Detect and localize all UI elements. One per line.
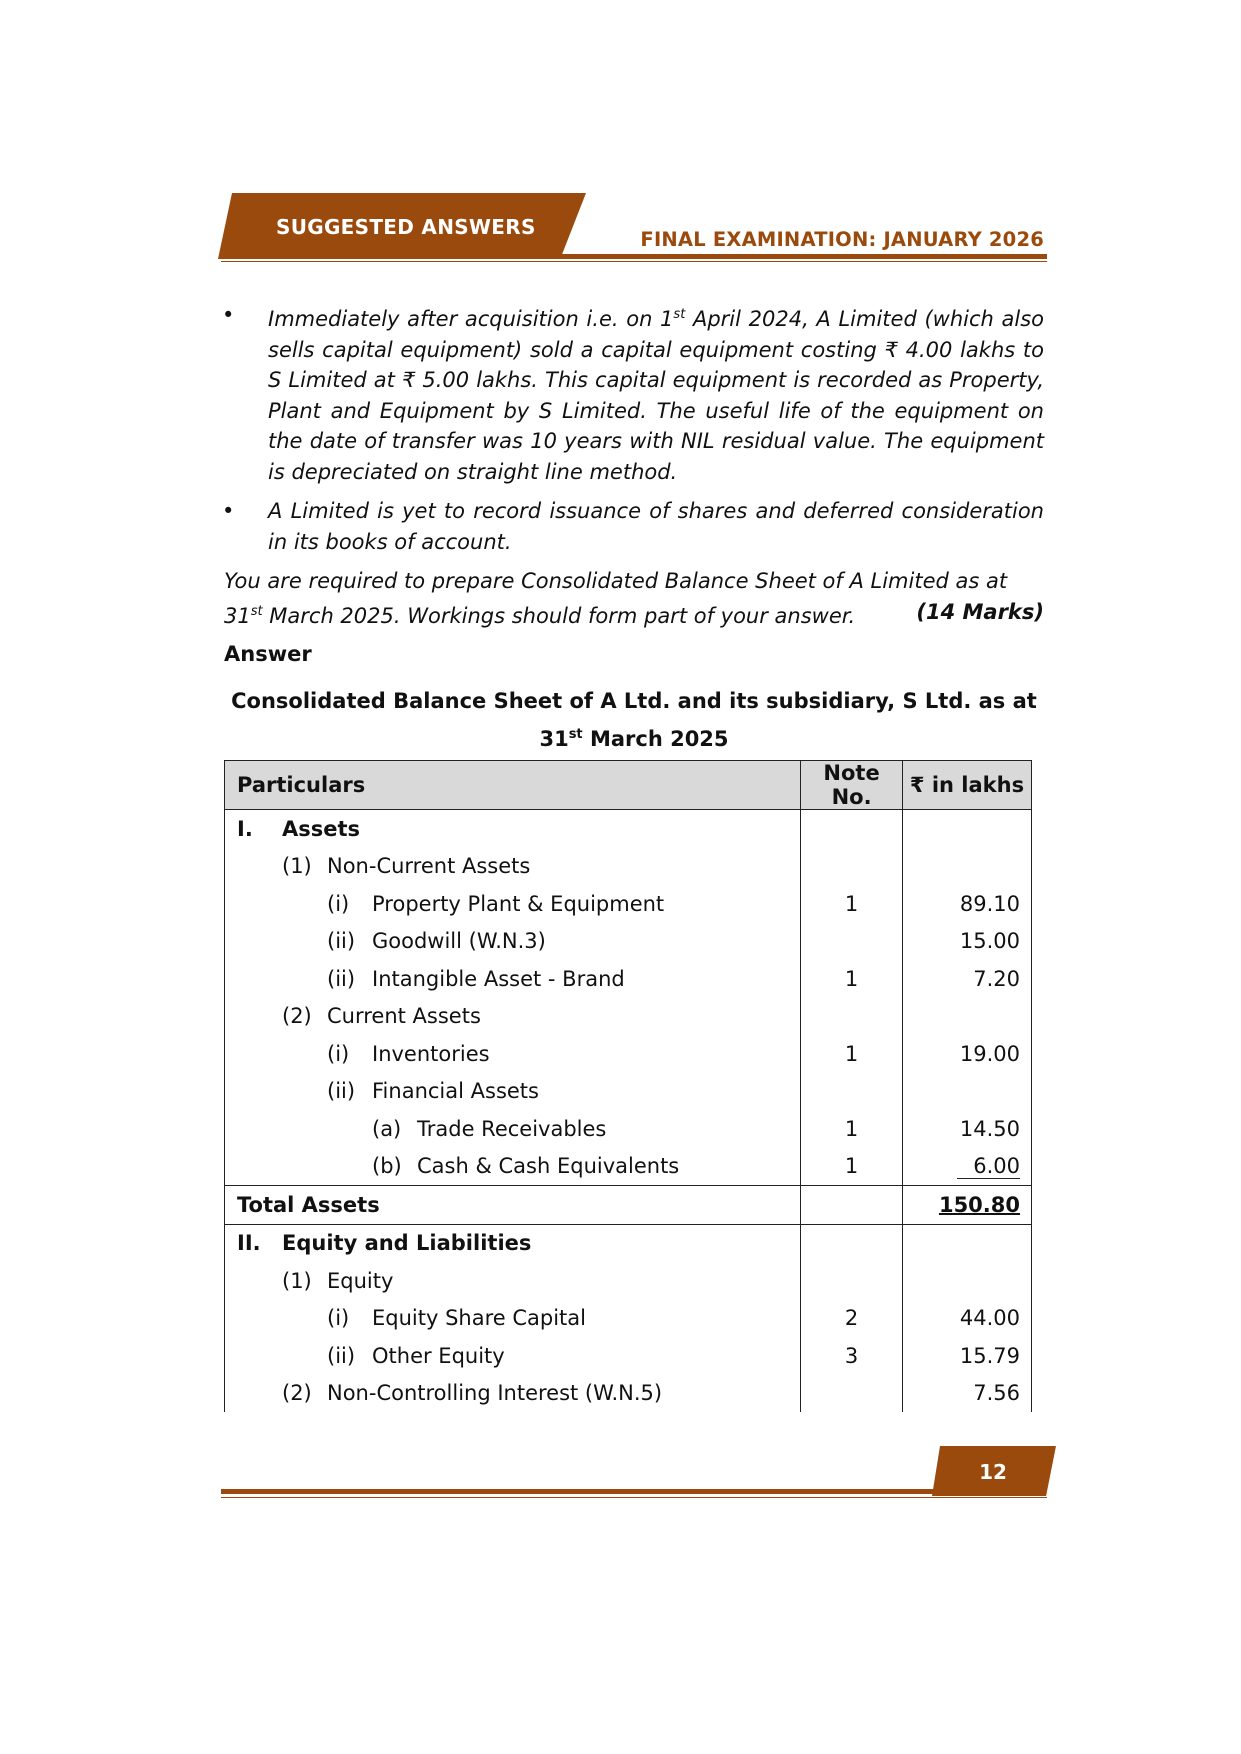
header-right-label: FINAL EXAMINATION: JANUARY 2026 bbox=[640, 228, 1044, 251]
header-amount: ₹ in lakhs bbox=[903, 761, 1032, 810]
header-note-no: Note No. bbox=[801, 761, 903, 810]
balance-sheet-table bbox=[224, 760, 1032, 1412]
page-number: 12 bbox=[979, 1460, 1007, 1484]
bullet-text: Immediately after acquisition i.e. on 1st April 2024, A Limited (which also sells capital equipment) sold a capital equipment costing ₹ 4.00 lakhs to S Limited at ₹ 5.00 lakhs. This capital equipment is recorded as Property, Plant and Equipment by S Limited. The useful life of the equipment on the date of transfer was 10 years with NIL residual value. The equipment is depreciated on straight line method. bbox=[268, 307, 1044, 484]
table-title: Consolidated Balance Sheet of A Ltd. and its subsidiary, S Ltd. as at 31st March 2025 bbox=[231, 689, 1037, 751]
bullet-item bbox=[222, 300, 1044, 487]
table-row: I. Assets bbox=[225, 810, 1032, 848]
bullet-icon: • bbox=[222, 499, 235, 523]
bullet-text: A Limited is yet to record issuance of shares and deferred consideration in its books of account. bbox=[268, 499, 1044, 554]
table-row: (b) Cash & Cash Equivalents 1 6.00 bbox=[225, 1148, 1032, 1186]
table-row: (i) Inventories 1 19.00 bbox=[225, 1035, 1032, 1073]
header-particulars: Particulars bbox=[225, 761, 801, 810]
table-row: (a) Trade Receivables 1 14.50 bbox=[225, 1110, 1032, 1148]
total-amount: 150.80 bbox=[938, 1192, 1020, 1217]
table-row: (2) Current Assets bbox=[225, 998, 1032, 1036]
requirement-text: You are required to prepare Consolidated Balance Sheet of A Limited as at 31st March 2025. Workings should form part of your answer. (14 Marks) bbox=[224, 569, 1044, 628]
header-rule bbox=[221, 254, 1047, 259]
bullet-icon: • bbox=[222, 303, 235, 327]
table-row: (ii) Goodwill (W.N.3) 15.00 bbox=[225, 923, 1032, 961]
table-row: II. Equity and Liabilities bbox=[225, 1224, 1032, 1262]
total-assets-row: Total Assets 150.80 bbox=[225, 1186, 1032, 1225]
header-left-label: SUGGESTED ANSWERS bbox=[276, 215, 536, 239]
footer-rule-thin bbox=[221, 1497, 1047, 1498]
table-row: (1) Non-Current Assets bbox=[225, 848, 1032, 886]
table-row: (i) Equity Share Capital 2 44.00 bbox=[225, 1300, 1032, 1338]
bullet-item bbox=[222, 496, 1044, 557]
table-row: (ii) Intangible Asset - Brand 1 7.20 bbox=[225, 960, 1032, 998]
table-row: (1) Equity bbox=[225, 1262, 1032, 1300]
table-row: (2) Non-Controlling Interest (W.N.5) 7.56 bbox=[225, 1375, 1032, 1413]
footer-rule bbox=[221, 1489, 943, 1494]
table-row: (i) Property Plant & Equipment 1 89.10 bbox=[225, 885, 1032, 923]
table-row: (ii) Other Equity 3 15.79 bbox=[225, 1337, 1032, 1375]
header-rule-thin bbox=[221, 261, 1047, 262]
table-header-row bbox=[225, 761, 1032, 810]
table-row: (ii) Financial Assets bbox=[225, 1073, 1032, 1111]
marks-label: (14 Marks) bbox=[916, 599, 1044, 624]
underlined-amount: 6.00 bbox=[957, 1154, 1020, 1179]
answer-heading: Answer bbox=[224, 642, 312, 666]
